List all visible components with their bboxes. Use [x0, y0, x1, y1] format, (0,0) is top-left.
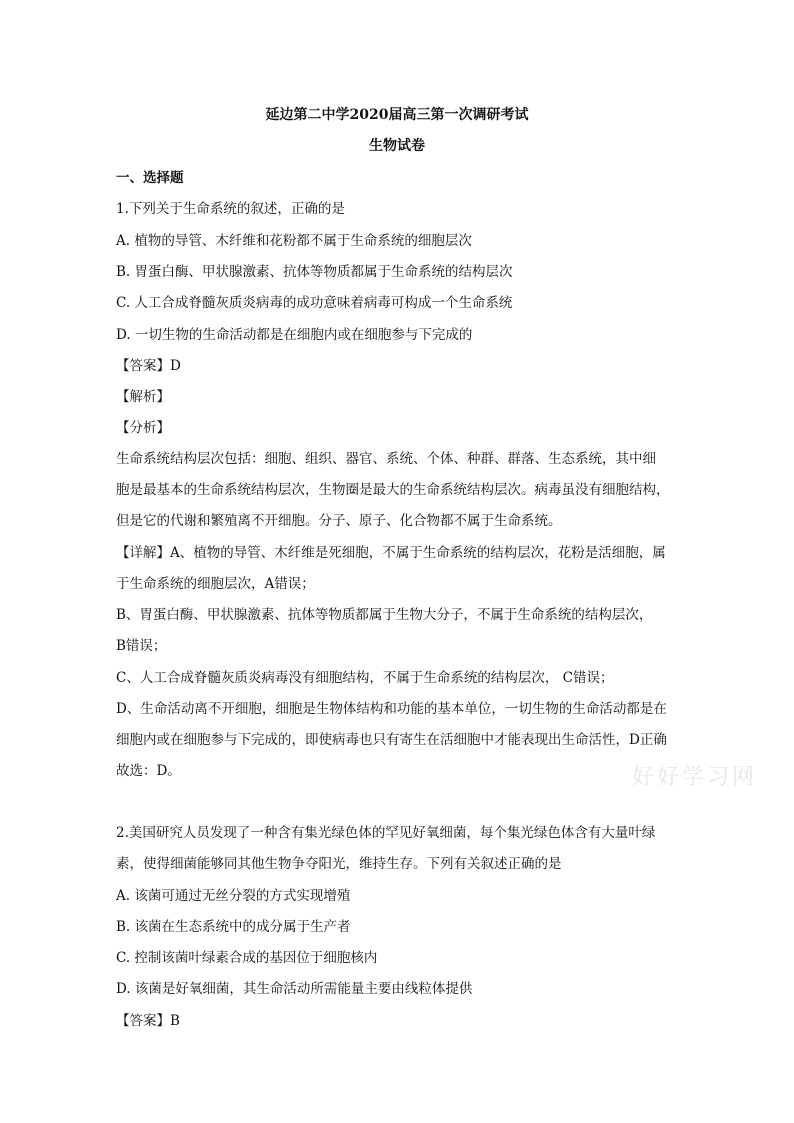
q2-stem-line: 素，使得细菌能够同其他生物争夺阳光，维持生存。下列有关叙述正确的是 [116, 856, 562, 872]
q1-detail-line: 故选：D。 [116, 763, 181, 779]
q1-stem: 1.下列关于生命系统的叙述，正确的是 [116, 201, 345, 217]
q1-detail-line: 【详解】A、植物的导管、木纤维是死细胞，不属于生命系统的结构层次，花粉是活细胞，属 [116, 545, 666, 561]
q1-answer: 【答案】D [116, 358, 181, 374]
q1-fenxi-label: 【分析】 [116, 420, 170, 436]
q1-fenxi-line: 生命系统结构层次包括：细胞、组织、器官、系统、个体、种群、群落、生态系统，其中细 [116, 451, 656, 467]
q2-option-b: B. 该菌在生态系统中的成分属于生产者 [116, 919, 351, 935]
q1-detail-line: D、生命活动离不开细胞，细胞是生物体结构和功能的基本单位，一切生物的生命活动都是在 [116, 701, 667, 717]
q1-detail-line: 于生命系统的细胞层次，A错误； [116, 576, 315, 592]
q2-option-d: D. 该菌是好氧细菌，其生命活动所需能量主要由线粒体提供 [116, 981, 473, 997]
watermark: 好好学习网 [632, 765, 758, 790]
q2-option-a: A. 该菌可通过无丝分裂的方式实现增殖 [116, 888, 351, 904]
q1-detail-line: B错误； [116, 638, 167, 654]
q2-answer: 【答案】B [116, 1013, 180, 1029]
q1-option-b: B. 胃蛋白酶、甲状腺激素、抗体等物质都属于生命系统的结构层次 [116, 264, 513, 280]
q2-option-c: C. 控制该菌叶绿素合成的基因位于细胞核内 [116, 950, 378, 966]
q1-option-c: C. 人工合成脊髓灰质炎病毒的成功意味着病毒可构成一个生命系统 [116, 295, 513, 311]
exam-title: 延边第二中学2020届高三第一次调研考试 [265, 107, 529, 123]
q2-stem-line: 2.美国研究人员发现了一种含有集光绿色体的罕见好氧细菌，每个集光绿色体含有大量叶绿 [116, 825, 656, 841]
q1-fenxi-line: 但是它的代谢和繁殖离不开细胞。分子、原子、化合物都不属于生命系统。 [116, 513, 562, 529]
q1-analysis-label: 【解析】 [116, 389, 170, 405]
q1-detail-line: 细胞内或在细胞参与下完成的，即使病毒也只有寄生在活细胞中才能表现出生命活性，D正确 [116, 732, 667, 748]
exam-subtitle: 生物试卷 [369, 138, 425, 154]
q1-detail-line: B、胃蛋白酶、甲状腺激素、抗体等物质都属于生物大分子，不属于生命系统的结构层次， [116, 607, 653, 623]
section-heading: 一、选择题 [116, 170, 184, 186]
q1-option-a: A. 植物的导管、木纤维和花粉都不属于生命系统的细胞层次 [116, 233, 472, 249]
q1-fenxi-line: 胞是最基本的生命系统结构层次，生物圈是最大的生命系统结构层次。病毒虽没有细胞结构， [116, 482, 670, 498]
q1-option-d: D. 一切生物的生命活动都是在细胞内或在细胞参与下完成的 [116, 327, 473, 343]
q1-detail-line: C、人工合成脊髓灰质炎病毒没有细胞结构，不属于生命系统的结构层次， C错误； [116, 670, 614, 686]
